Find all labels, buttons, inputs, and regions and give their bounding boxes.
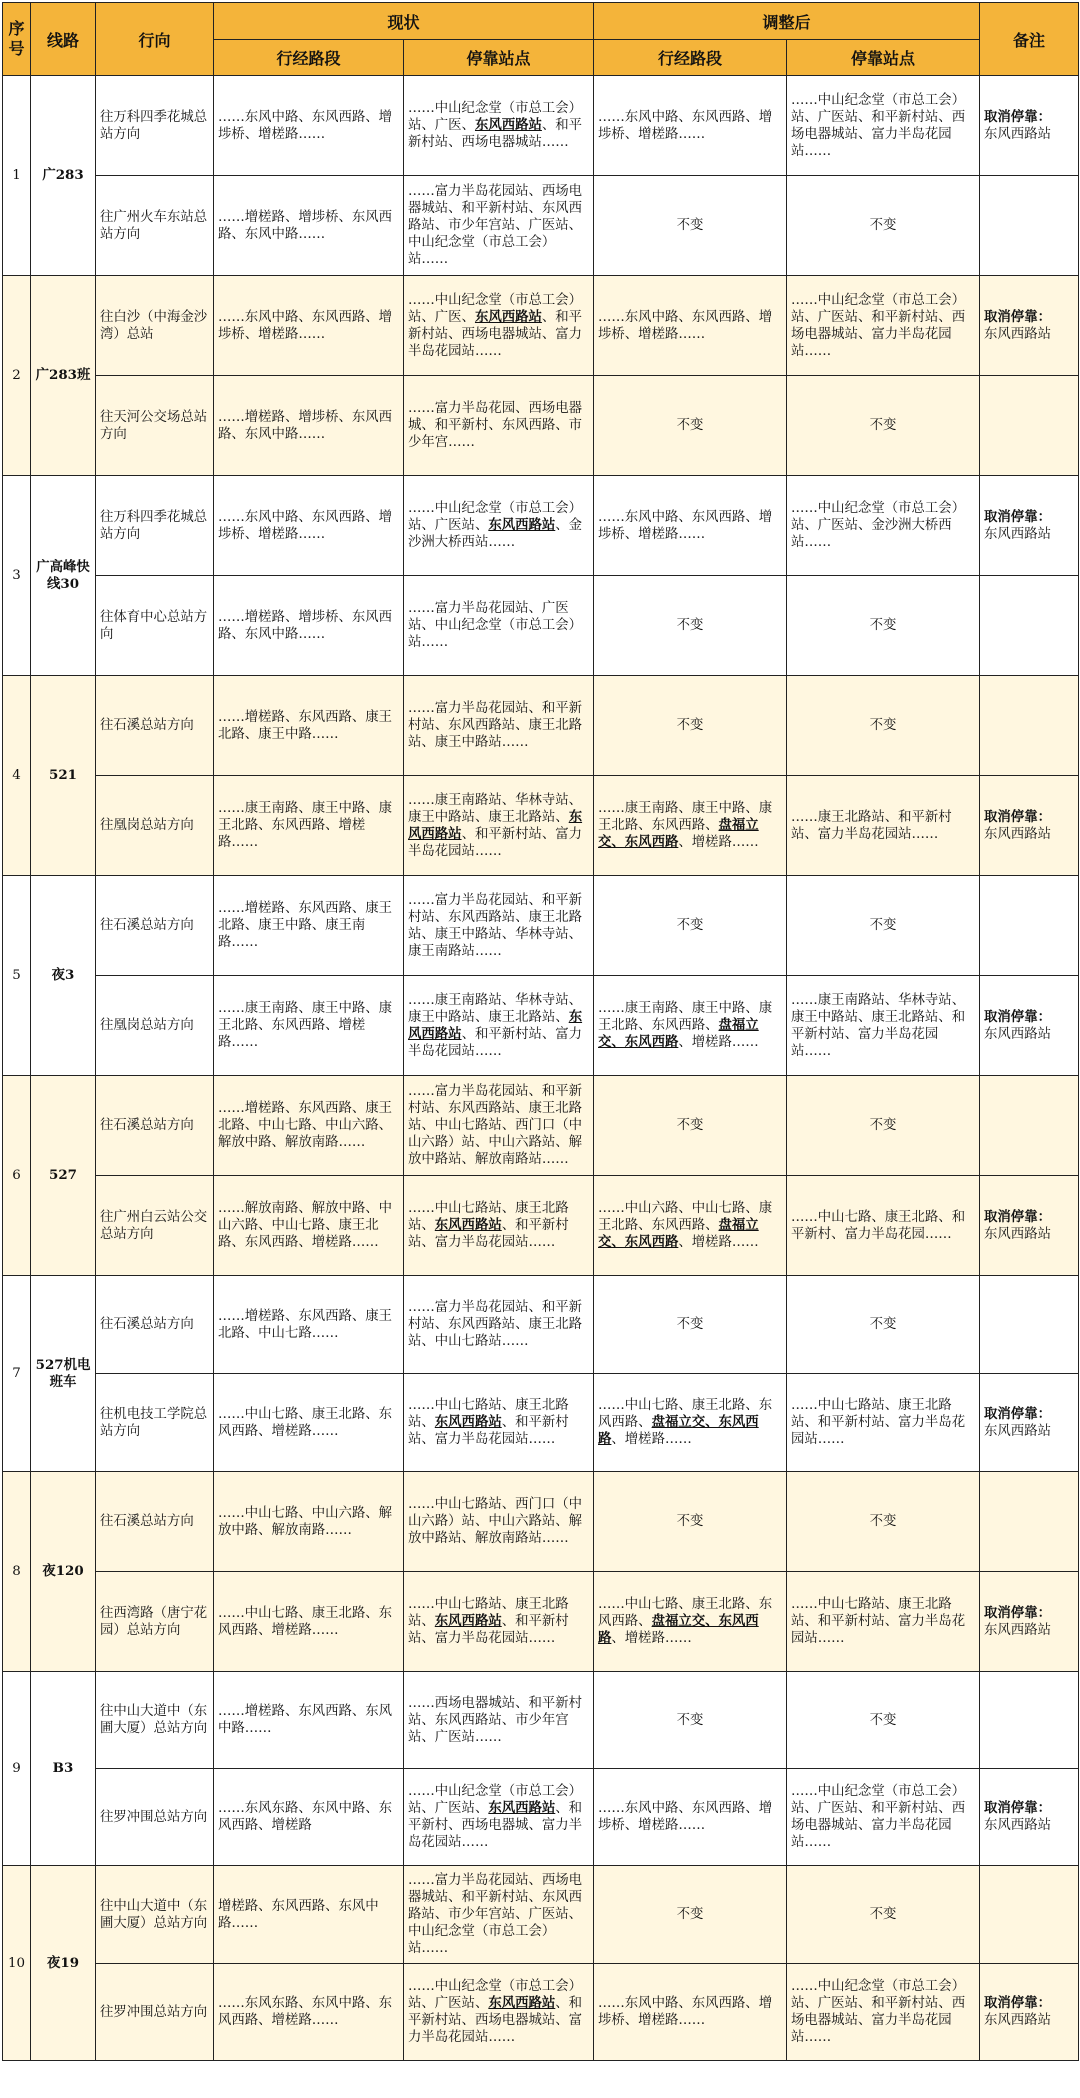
adjusted-route-cell: 不变	[594, 1276, 787, 1374]
note-cell	[980, 1866, 1079, 1964]
note-cell	[980, 1472, 1079, 1572]
adjusted-route-cell: 不变	[594, 676, 787, 776]
text-segment: ……富力半岛花园站、广医站、中山纪念堂（市总工会）站……	[408, 601, 583, 650]
current-route-cell: ……解放南路、解放中路、中山六路、中山七路、康王北路、东风西路、增槎路……	[214, 1176, 404, 1276]
direction-cell: 往万科四季花城总站方向	[96, 76, 214, 176]
header-line: 线路	[31, 3, 96, 76]
text-segment: ……富力半岛花园、西场电器城、和平新村、东风西路、市少年宫……	[408, 401, 583, 450]
current-route-cell: ……东风东路、东风中路、东风西路、增槎路	[214, 1769, 404, 1866]
direction-cell: 往西湾路（唐宁花园）总站方向	[96, 1572, 214, 1672]
adjusted-route-cell: 不变	[594, 1866, 787, 1964]
text-segment: ……中山七路站、康王北路站、	[408, 1398, 569, 1430]
text-segment: ……富力半岛花园站、西场电器城站、和平新村站、东风西路站、市少年宫站、广医站、中山纪念堂（市总工会）站……	[408, 184, 583, 267]
adjusted-stops-cell: ……中山七路站、康王北路站、和平新村站、富力半岛花园站……	[787, 1572, 980, 1672]
current-stops-cell	[404, 676, 594, 776]
adjusted-route-cell	[594, 1572, 787, 1672]
text-segment: ……富力半岛花园站、和平新村站、东风西路站、康王北路站、康王中路站、华林寺站、康王南路站……	[408, 892, 583, 959]
current-stops-cell	[404, 376, 594, 476]
note-value: 东风西路站	[984, 826, 1051, 842]
adjusted-route-cell: 不变	[594, 1472, 787, 1572]
note-value: 东风西路站	[984, 1423, 1051, 1439]
header-current-route: 行经路段	[214, 40, 404, 76]
current-stops-cell	[404, 1276, 594, 1374]
text-segment: 、和平新村站、富力半岛花园站……	[408, 1218, 569, 1250]
text-segment: ……中山七路、康王北路、东风西路、	[598, 1398, 773, 1430]
note-cell	[980, 476, 1079, 576]
current-route-cell: ……中山七路、康王北路、东风西路、增槎路……	[214, 1374, 404, 1472]
line-cell: 广283	[31, 76, 96, 276]
adjusted-route-cell: 不变	[594, 176, 787, 276]
text-segment: 、增槎路……	[678, 835, 759, 850]
note-label: 取消停靠：	[984, 808, 1051, 825]
adjusted-stops-cell: 不变	[787, 176, 980, 276]
text-segment: 、金沙洲大桥西站……	[408, 518, 583, 550]
note-cell	[980, 1076, 1079, 1176]
note-label: 取消停靠：	[984, 1208, 1051, 1225]
text-segment: 、和平新村、西场电器城、富力半岛花园站……	[408, 1801, 583, 1850]
seq-cell: 4	[3, 676, 31, 876]
note-value: 东风西路站	[984, 126, 1051, 142]
adjusted-stops-cell: 不变	[787, 676, 980, 776]
text-segment: ……富力半岛花园站、西场电器城站、和平新村站、东风西路站、市少年宫站、广医站、中山纪念堂（市总工会）站……	[408, 1873, 583, 1956]
adjusted-stops-cell: 不变	[787, 1076, 980, 1176]
adjusted-stops-cell: 不变	[787, 1472, 980, 1572]
current-route-cell: ……增槎路、增埗桥、东风西路、东风中路……	[214, 376, 404, 476]
highlighted-segment: 东风西路站	[434, 1217, 502, 1233]
note-cell	[980, 576, 1079, 676]
text-segment: 、增槎路……	[611, 1432, 692, 1447]
table-row	[3, 1374, 1079, 1472]
note-label: 取消停靠：	[984, 1405, 1051, 1422]
table-row	[3, 76, 1079, 176]
highlighted-segment: 盘福立交、东风西路	[598, 817, 759, 850]
line-cell: 527	[31, 1076, 96, 1276]
direction-cell: 往万科四季花城总站方向	[96, 476, 214, 576]
current-stops-cell	[404, 1866, 594, 1964]
table-row	[3, 976, 1079, 1076]
seq-cell: 8	[3, 1472, 31, 1672]
note-cell	[980, 876, 1079, 976]
adjusted-route-cell: ……东风中路、东风西路、增埗桥、增槎路……	[594, 76, 787, 176]
current-route-cell: 增槎路、东风西路、东风中路……	[214, 1866, 404, 1964]
adjusted-stops-cell: ……中山七路、康王北路、和平新村、富力半岛花园……	[787, 1176, 980, 1276]
adjusted-route-cell: 不变	[594, 376, 787, 476]
current-route-cell: ……东风中路、东风西路、增埗桥、增槎路……	[214, 76, 404, 176]
header-adjusted-stops: 停靠站点	[787, 40, 980, 76]
note-label: 取消停靠：	[984, 1008, 1051, 1025]
adjusted-route-cell	[594, 776, 787, 876]
header-current: 现状	[214, 3, 594, 40]
current-route-cell: ……康王南路、康王中路、康王北路、东风西路、增槎路……	[214, 776, 404, 876]
table-header	[3, 3, 1079, 76]
note-value: 东风西路站	[984, 526, 1051, 542]
adjusted-route-cell: ……东风中路、东风西路、增埗桥、增槎路……	[594, 276, 787, 376]
line-cell: 广高峰快线30	[31, 476, 96, 676]
direction-cell: 往凰岗总站方向	[96, 776, 214, 876]
highlighted-segment: 东风西路站	[408, 1008, 583, 1042]
adjusted-stops-cell: ……中山纪念堂（市总工会）站、广医站、和平新村站、西场电器城站、富力半岛花园站……	[787, 76, 980, 176]
note-value: 东风西路站	[984, 2013, 1051, 2028]
text-segment: 、和平新村站、富力半岛花园站……	[408, 1614, 569, 1646]
note-cell	[980, 1176, 1079, 1276]
line-cell: 夜3	[31, 876, 96, 1076]
table-row	[3, 1866, 1079, 1964]
direction-cell: 往凰岗总站方向	[96, 976, 214, 1076]
highlighted-segment: 东风西路站	[488, 517, 556, 533]
adjusted-stops-cell: ……康王南路站、华林寺站、康王中路站、康王北路站、和平新村站、富力半岛花园站……	[787, 976, 980, 1076]
text-segment: ……中山纪念堂（市总工会）站、广医、	[408, 101, 583, 133]
header-adjusted-route: 行经路段	[594, 40, 787, 76]
note-cell	[980, 1572, 1079, 1672]
highlighted-segment: 盘福立交、东风西路	[598, 1414, 759, 1447]
adjusted-route-cell: ……东风中路、东风西路、增埗桥、增槎路……	[594, 1769, 787, 1866]
current-stops-cell	[404, 1374, 594, 1472]
line-cell: 广283班	[31, 276, 96, 476]
highlighted-segment: 东风西路站	[488, 1995, 556, 2011]
note-cell	[980, 1374, 1079, 1472]
current-stops-cell	[404, 876, 594, 976]
text-segment: ……康王南路、康王中路、康王北路、东风西路、	[598, 801, 773, 833]
text-segment: ……中山七路、康王北路、东风西路、	[598, 1597, 773, 1629]
adjusted-stops-cell: ……中山七路站、康王北路站、和平新村站、富力半岛花园站……	[787, 1374, 980, 1472]
table-row	[3, 776, 1079, 876]
text-segment: ……富力半岛花园站、和平新村站、东风西路站、康王北路站、中山七路站、西门口（中山六路）站、中山六路站、解放中路站、解放南路站……	[408, 1084, 583, 1167]
table-body	[3, 76, 1079, 2061]
adjusted-route-cell: ……东风中路、东风西路、增埗桥、增槎路……	[594, 1964, 787, 2061]
direction-cell: 往白沙（中海金沙湾）总站	[96, 276, 214, 376]
text-segment: ……富力半岛花园站、和平新村站、东风西路站、康王北路站、中山七路站……	[408, 1300, 583, 1349]
current-route-cell: ……东风中路、东风西路、增埗桥、增槎路……	[214, 276, 404, 376]
adjusted-route-cell: 不变	[594, 1076, 787, 1176]
seq-cell: 1	[3, 76, 31, 276]
note-label: 取消停靠：	[984, 1604, 1051, 1621]
header-note: 备注	[980, 3, 1079, 76]
current-route-cell: ……中山七路、康王北路、东风西路、增槎路……	[214, 1572, 404, 1672]
current-route-cell: ……增槎路、东风西路、康王北路、康王中路……	[214, 676, 404, 776]
note-label: 取消停靠：	[984, 108, 1051, 125]
adjusted-route-cell	[594, 976, 787, 1076]
direction-cell: 往石溪总站方向	[96, 1472, 214, 1572]
direction-cell: 往中山大道中（东圃大厦）总站方向	[96, 1866, 214, 1964]
table-row	[3, 676, 1079, 776]
adjusted-route-cell: 不变	[594, 576, 787, 676]
note-label: 取消停靠：	[984, 308, 1051, 325]
current-route-cell: ……增槎路、增埗桥、东风西路、东风中路……	[214, 576, 404, 676]
current-route-cell: ……增槎路、东风西路、康王北路、中山七路……	[214, 1276, 404, 1374]
seq-cell: 6	[3, 1076, 31, 1276]
text-segment: ……中山纪念堂（市总工会）站、广医站、	[408, 501, 583, 533]
current-route-cell: ……中山七路、中山六路、解放中路、解放南路……	[214, 1472, 404, 1572]
text-segment: 、和平新村站、富力半岛花园站……	[408, 826, 583, 859]
current-route-cell: ……增槎路、增埗桥、东风西路、东风中路……	[214, 176, 404, 276]
highlighted-segment: 东风西路站	[408, 808, 583, 842]
current-stops-cell	[404, 1176, 594, 1276]
highlighted-segment: 盘福立交、东风西路	[598, 1217, 759, 1250]
current-stops-cell	[404, 476, 594, 576]
note-cell	[980, 276, 1079, 376]
table-row	[3, 276, 1079, 376]
direction-cell: 往广州白云站公交总站方向	[96, 1176, 214, 1276]
table-row	[3, 176, 1079, 276]
highlighted-segment: 东风西路站	[474, 117, 542, 133]
highlighted-segment: 东风西路站	[488, 1800, 556, 1816]
text-segment: ……西场电器城站、和平新村站、东风西路站、市少年宫站、广医站……	[408, 1695, 583, 1745]
highlighted-segment: 东风西路站	[474, 308, 542, 325]
text-segment: ……富力半岛花园站、和平新村站、东风西路站、康王北路站、康王中路站……	[408, 701, 583, 750]
current-stops-cell	[404, 276, 594, 376]
text-segment: 、和平新村站、富力半岛花园站……	[408, 1026, 583, 1059]
direction-cell: 往广州火车东站总站方向	[96, 176, 214, 276]
current-route-cell: ……康王南路、康王中路、康王北路、东风西路、增槎路……	[214, 976, 404, 1076]
adjusted-stops-cell: ……中山纪念堂（市总工会）站、广医站、和平新村站、西场电器城站、富力半岛花园站……	[787, 1964, 980, 2061]
adjusted-stops-cell: 不变	[787, 1866, 980, 1964]
adjusted-stops-cell: ……中山纪念堂（市总工会）站、广医站、和平新村站、西场电器城站、富力半岛花园站……	[787, 1769, 980, 1866]
current-route-cell: ……东风中路、东风西路、增埗桥、增槎路……	[214, 476, 404, 576]
note-label: 取消停靠：	[984, 508, 1051, 525]
table-row	[3, 1672, 1079, 1769]
current-stops-cell	[404, 1964, 594, 2061]
text-segment: ……中山纪念堂（市总工会）站、广医站、	[408, 1784, 583, 1816]
text-segment: ……中山纪念堂（市总工会）站、广医站、	[408, 1979, 583, 2011]
text-segment: ……康王南路站、华林寺站、康王中路站、康王北路站、	[408, 992, 583, 1025]
text-segment: 、和平新村站、西场电器城站、富力半岛花园站……	[408, 309, 583, 359]
note-value: 东风西路站	[984, 1622, 1051, 1638]
adjusted-stops-cell: 不变	[787, 376, 980, 476]
note-value: 东风西路站	[984, 1818, 1051, 1833]
table-row	[3, 1076, 1079, 1176]
note-cell	[980, 676, 1079, 776]
text-segment: 、增槎路……	[678, 1235, 759, 1250]
route-adjustment-table	[2, 2, 1079, 2061]
current-route-cell: ……东风东路、东风中路、东风西路、增槎路……	[214, 1964, 404, 2061]
current-stops-cell	[404, 1572, 594, 1672]
note-cell	[980, 1964, 1079, 2061]
note-cell	[980, 776, 1079, 876]
note-cell	[980, 376, 1079, 476]
adjusted-stops-cell: 不变	[787, 876, 980, 976]
current-route-cell: ……增槎路、东风西路、东风中路……	[214, 1672, 404, 1769]
seq-cell: 2	[3, 276, 31, 476]
table-row	[3, 1964, 1079, 2061]
direction-cell: 往中山大道中（东圃大厦）总站方向	[96, 1672, 214, 1769]
note-cell	[980, 1276, 1079, 1374]
text-segment: ……中山六路、中山七路、康王北路、东风西路、	[598, 1201, 773, 1233]
direction-cell: 往石溪总站方向	[96, 1076, 214, 1176]
text-segment: ……中山纪念堂（市总工会）站、广医、	[408, 292, 583, 325]
note-value: 东风西路站	[984, 326, 1051, 342]
direction-cell: 往天河公交场总站方向	[96, 376, 214, 476]
seq-cell: 10	[3, 1866, 31, 2061]
adjusted-stops-cell: ……康王北路站、和平新村站、富力半岛花园站……	[787, 776, 980, 876]
adjusted-stops-cell: 不变	[787, 1276, 980, 1374]
highlighted-segment: 东风西路站	[434, 1414, 502, 1430]
table-row	[3, 1572, 1079, 1672]
note-cell	[980, 1769, 1079, 1866]
direction-cell: 往罗冲围总站方向	[96, 1769, 214, 1866]
adjusted-route-cell: ……东风中路、东风西路、增埗桥、增槎路……	[594, 476, 787, 576]
text-segment: ……中山七路站、康王北路站、	[408, 1201, 569, 1233]
note-cell	[980, 976, 1079, 1076]
adjusted-stops-cell: ……中山纪念堂（市总工会）站、广医站、和平新村站、西场电器城站、富力半岛花园站……	[787, 276, 980, 376]
table-row	[3, 376, 1079, 476]
seq-cell: 5	[3, 876, 31, 1076]
header-direction: 行向	[96, 3, 214, 76]
table-row	[3, 476, 1079, 576]
current-stops-cell	[404, 1769, 594, 1866]
current-stops-cell	[404, 976, 594, 1076]
direction-cell: 往石溪总站方向	[96, 1276, 214, 1374]
line-cell: 521	[31, 676, 96, 876]
current-route-cell: ……增槎路、东风西路、康王北路、康王中路、康王南路……	[214, 876, 404, 976]
current-stops-cell	[404, 176, 594, 276]
header-seq: 序号	[3, 3, 31, 76]
highlighted-segment: 盘福立交、东风西路	[598, 1613, 759, 1646]
header-current-stops: 停靠站点	[404, 40, 594, 76]
current-stops-cell	[404, 776, 594, 876]
current-stops-cell	[404, 1672, 594, 1769]
note-cell	[980, 1672, 1079, 1769]
text-segment: ……中山七路站、康王北路站、	[408, 1597, 569, 1629]
note-cell	[980, 76, 1079, 176]
adjusted-route-cell: 不变	[594, 1672, 787, 1769]
direction-cell: 往石溪总站方向	[96, 676, 214, 776]
adjusted-route-cell	[594, 1176, 787, 1276]
current-stops-cell	[404, 76, 594, 176]
line-cell: B3	[31, 1672, 96, 1866]
highlighted-segment: 盘福立交、东风西路	[598, 1017, 759, 1050]
adjusted-stops-cell: 不变	[787, 1672, 980, 1769]
direction-cell: 往体育中心总站方向	[96, 576, 214, 676]
table-row	[3, 576, 1079, 676]
adjusted-stops-cell: ……中山纪念堂（市总工会）站、广医站、金沙洲大桥西站……	[787, 476, 980, 576]
direction-cell: 往罗冲围总站方向	[96, 1964, 214, 2061]
highlighted-segment: 东风西路站	[434, 1613, 502, 1629]
note-label: 取消停靠：	[984, 1800, 1051, 1816]
table-row	[3, 876, 1079, 976]
current-route-cell: ……增槎路、东风西路、康王北路、中山七路、中山六路、解放中路、解放南路……	[214, 1076, 404, 1176]
seq-cell: 3	[3, 476, 31, 676]
table-row	[3, 1276, 1079, 1374]
adjusted-stops-cell: 不变	[787, 576, 980, 676]
current-stops-cell	[404, 576, 594, 676]
seq-cell: 7	[3, 1276, 31, 1472]
note-value: 东风西路站	[984, 1026, 1051, 1042]
header-adjusted: 调整后	[594, 3, 980, 40]
line-cell: 527机电班车	[31, 1276, 96, 1472]
seq-cell: 9	[3, 1672, 31, 1866]
current-stops-cell	[404, 1076, 594, 1176]
adjusted-route-cell: 不变	[594, 876, 787, 976]
text-segment: ……康王南路、康王中路、康王北路、东风西路、	[598, 1001, 773, 1033]
direction-cell: 往石溪总站方向	[96, 876, 214, 976]
line-cell: 夜19	[31, 1866, 96, 2061]
text-segment: 、增槎路……	[611, 1631, 692, 1646]
text-segment: 、增槎路……	[678, 1035, 759, 1050]
text-segment: ……中山七路站、西门口（中山六路）站、中山六路站、解放中路站、解放南路站……	[408, 1497, 583, 1546]
current-stops-cell	[404, 1472, 594, 1572]
line-cell: 夜120	[31, 1472, 96, 1672]
text-segment: 、和平新村站、西场电器城站、富力半岛花园站……	[408, 1996, 583, 2045]
adjusted-route-cell	[594, 1374, 787, 1472]
table-row	[3, 1769, 1079, 1866]
text-segment: 、和平新村站、富力半岛花园站……	[408, 1415, 569, 1447]
direction-cell: 往机电技工学院总站方向	[96, 1374, 214, 1472]
table-row	[3, 1472, 1079, 1572]
note-value: 东风西路站	[984, 1226, 1051, 1242]
text-segment: ……康王南路站、华林寺站、康王中路站、康王北路站、	[408, 792, 583, 825]
note-cell	[980, 176, 1079, 276]
text-segment: 、和平新村站、西场电器城站……	[408, 118, 583, 150]
table-row	[3, 1176, 1079, 1276]
note-label: 取消停靠：	[984, 1995, 1051, 2011]
